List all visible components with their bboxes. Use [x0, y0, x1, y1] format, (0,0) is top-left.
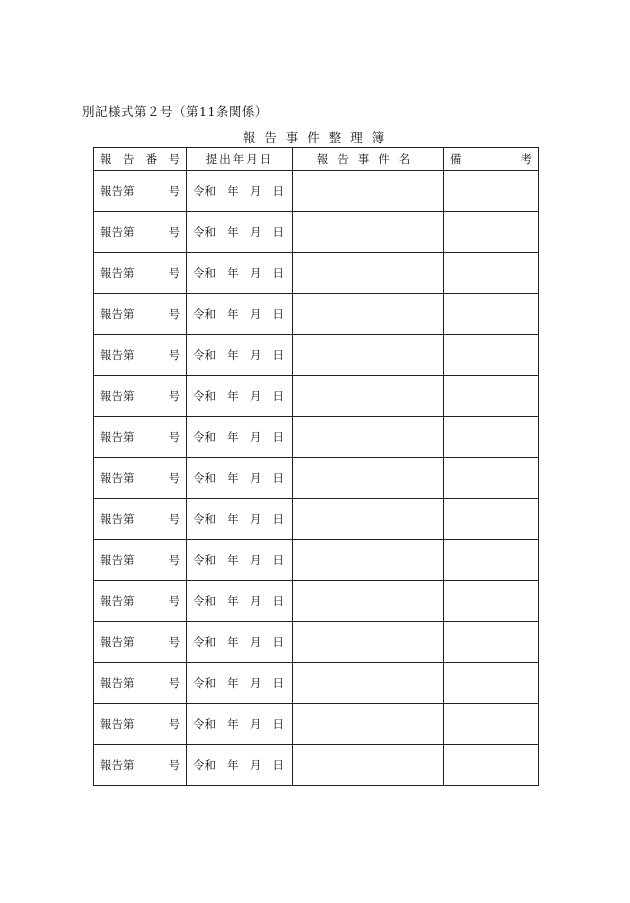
- year-label: 年: [227, 225, 239, 239]
- remarks-cell[interactable]: [444, 704, 539, 745]
- header-remarks: 備考: [444, 148, 539, 171]
- report-item-cell[interactable]: [293, 294, 444, 335]
- month-label: 月: [249, 717, 262, 731]
- report-number-cell[interactable]: [94, 376, 187, 417]
- year-label: 年: [227, 184, 239, 198]
- year-label: 年: [227, 307, 239, 321]
- report-item-cell[interactable]: [293, 540, 444, 581]
- submission-date-cell[interactable]: [187, 540, 293, 581]
- table-row: [94, 581, 539, 622]
- era-label: 令和: [193, 594, 216, 608]
- submission-date-cell[interactable]: [187, 581, 293, 622]
- month-label: 月: [249, 758, 262, 772]
- month-label: 月: [249, 635, 262, 649]
- report-number-cell[interactable]: [94, 663, 187, 704]
- report-number-cell[interactable]: [94, 745, 187, 786]
- day-label: 日: [272, 389, 284, 403]
- month-label: 月: [249, 266, 262, 280]
- report-number-cell[interactable]: [94, 212, 187, 253]
- submission-date-cell[interactable]: [187, 458, 293, 499]
- remarks-cell[interactable]: [444, 294, 539, 335]
- report-number-cell[interactable]: [94, 581, 187, 622]
- report-number-prefix: 報告第: [100, 758, 135, 772]
- year-label: 年: [227, 717, 239, 731]
- report-number-cell[interactable]: [94, 458, 187, 499]
- report-number-suffix: 号: [168, 389, 180, 403]
- report-number-cell[interactable]: [94, 294, 187, 335]
- report-number-cell[interactable]: [94, 335, 187, 376]
- report-number-prefix: 報告第: [100, 676, 135, 690]
- report-register-table: [93, 147, 539, 786]
- report-number-prefix: 報告第: [100, 184, 135, 198]
- month-label: 月: [249, 307, 262, 321]
- table-row: [94, 499, 539, 540]
- report-number-suffix: 号: [168, 594, 180, 608]
- day-label: 日: [272, 266, 284, 280]
- month-label: 月: [249, 471, 262, 485]
- year-label: 年: [227, 553, 239, 567]
- submission-date-cell[interactable]: [187, 499, 293, 540]
- era-label: 令和: [193, 717, 216, 731]
- submission-date-cell[interactable]: [187, 171, 293, 212]
- era-label: 令和: [193, 635, 216, 649]
- remarks-cell[interactable]: [444, 499, 539, 540]
- month-label: 月: [249, 676, 262, 690]
- era-label: 令和: [193, 512, 216, 526]
- report-item-cell[interactable]: [293, 745, 444, 786]
- era-label: 令和: [193, 553, 216, 567]
- table-row: [94, 253, 539, 294]
- day-label: 日: [272, 184, 284, 198]
- report-number-prefix: 報告第: [100, 635, 135, 649]
- report-number-suffix: 号: [168, 184, 180, 198]
- report-number-suffix: 号: [168, 471, 180, 485]
- day-label: 日: [272, 512, 284, 526]
- table-row: [94, 540, 539, 581]
- era-label: 令和: [193, 389, 216, 403]
- table-row: [94, 704, 539, 745]
- report-number-suffix: 号: [168, 717, 180, 731]
- month-label: 月: [249, 594, 262, 608]
- report-number-cell[interactable]: [94, 704, 187, 745]
- year-label: 年: [227, 389, 239, 403]
- month-label: 月: [249, 225, 262, 239]
- report-number-suffix: 号: [168, 553, 180, 567]
- report-item-cell[interactable]: [293, 417, 444, 458]
- submission-date-cell[interactable]: [187, 253, 293, 294]
- report-item-cell[interactable]: [293, 458, 444, 499]
- era-label: 令和: [193, 471, 216, 485]
- report-number-prefix: 報告第: [100, 717, 135, 731]
- report-item-cell[interactable]: [293, 663, 444, 704]
- remarks-cell[interactable]: [444, 212, 539, 253]
- remarks-cell[interactable]: [444, 253, 539, 294]
- submission-date-cell[interactable]: [187, 622, 293, 663]
- report-item-cell[interactable]: [293, 622, 444, 663]
- year-label: 年: [227, 594, 239, 608]
- submission-date-cell[interactable]: [187, 212, 293, 253]
- header-submission-date: 提出年月日: [187, 148, 293, 171]
- day-label: 日: [272, 635, 284, 649]
- report-item-cell[interactable]: [293, 704, 444, 745]
- era-label: 令和: [193, 307, 216, 321]
- day-label: 日: [272, 717, 284, 731]
- report-number-prefix: 報告第: [100, 430, 135, 444]
- form-label: 別記様式第２号（第11条関係）: [82, 104, 268, 119]
- report-number-prefix: 報告第: [100, 307, 135, 321]
- header-report-item: 報告事件名: [293, 148, 444, 171]
- submission-date-cell[interactable]: [187, 663, 293, 704]
- era-label: 令和: [193, 430, 216, 444]
- submission-date-cell[interactable]: [187, 417, 293, 458]
- month-label: 月: [249, 184, 262, 198]
- report-number-suffix: 号: [168, 348, 180, 362]
- report-number-suffix: 号: [168, 307, 180, 321]
- table-row: [94, 663, 539, 704]
- year-label: 年: [227, 348, 239, 362]
- table-row: [94, 294, 539, 335]
- remarks-cell[interactable]: [444, 581, 539, 622]
- report-number-cell[interactable]: [94, 622, 187, 663]
- era-label: 令和: [193, 758, 216, 772]
- remarks-cell[interactable]: [444, 540, 539, 581]
- submission-date-cell[interactable]: [187, 704, 293, 745]
- report-number-cell[interactable]: [94, 171, 187, 212]
- year-label: 年: [227, 635, 239, 649]
- remarks-cell[interactable]: [444, 171, 539, 212]
- month-label: 月: [249, 348, 262, 362]
- report-number-prefix: 報告第: [100, 225, 135, 239]
- table-row: [94, 335, 539, 376]
- report-number-cell[interactable]: [94, 499, 187, 540]
- month-label: 月: [249, 512, 262, 526]
- remarks-cell[interactable]: [444, 458, 539, 499]
- report-number-suffix: 号: [168, 635, 180, 649]
- report-number-cell[interactable]: [94, 253, 187, 294]
- day-label: 日: [272, 430, 284, 444]
- era-label: 令和: [193, 676, 216, 690]
- report-number-prefix: 報告第: [100, 553, 135, 567]
- report-number-prefix: 報告第: [100, 266, 135, 280]
- remarks-cell[interactable]: [444, 622, 539, 663]
- day-label: 日: [272, 225, 284, 239]
- report-number-prefix: 報告第: [100, 471, 135, 485]
- day-label: 日: [272, 676, 284, 690]
- submission-date-cell[interactable]: [187, 376, 293, 417]
- submission-date-cell[interactable]: [187, 294, 293, 335]
- day-label: 日: [272, 594, 284, 608]
- day-label: 日: [272, 758, 284, 772]
- era-label: 令和: [193, 184, 216, 198]
- table-row: [94, 622, 539, 663]
- remarks-cell[interactable]: [444, 663, 539, 704]
- day-label: 日: [272, 348, 284, 362]
- report-number-cell[interactable]: [94, 540, 187, 581]
- report-item-cell[interactable]: [293, 212, 444, 253]
- table-row: [94, 212, 539, 253]
- month-label: 月: [249, 553, 262, 567]
- report-number-suffix: 号: [168, 225, 180, 239]
- table-row: [94, 417, 539, 458]
- remarks-cell[interactable]: [444, 335, 539, 376]
- header-row: [94, 148, 539, 171]
- document-title: 報告事件整理簿: [242, 130, 394, 145]
- report-item-cell[interactable]: [293, 335, 444, 376]
- table-row: [94, 458, 539, 499]
- month-label: 月: [249, 430, 262, 444]
- remarks-cell[interactable]: [444, 376, 539, 417]
- table-row: [94, 171, 539, 212]
- remarks-cell[interactable]: [444, 745, 539, 786]
- submission-date-cell[interactable]: [187, 335, 293, 376]
- day-label: 日: [272, 471, 284, 485]
- report-item-cell[interactable]: [293, 499, 444, 540]
- report-number-suffix: 号: [168, 266, 180, 280]
- day-label: 日: [272, 553, 284, 567]
- report-number-suffix: 号: [168, 676, 180, 690]
- year-label: 年: [227, 758, 239, 772]
- report-number-prefix: 報告第: [100, 512, 135, 526]
- era-label: 令和: [193, 348, 216, 362]
- day-label: 日: [272, 307, 284, 321]
- era-label: 令和: [193, 266, 216, 280]
- year-label: 年: [227, 266, 239, 280]
- report-item-cell[interactable]: [293, 376, 444, 417]
- table-row: [94, 745, 539, 786]
- era-label: 令和: [193, 225, 216, 239]
- remarks-cell[interactable]: [444, 417, 539, 458]
- report-number-suffix: 号: [168, 512, 180, 526]
- year-label: 年: [227, 430, 239, 444]
- report-item-cell[interactable]: [293, 253, 444, 294]
- register-rows: [94, 171, 539, 786]
- report-number-cell[interactable]: [94, 417, 187, 458]
- report-number-prefix: 報告第: [100, 389, 135, 403]
- year-label: 年: [227, 676, 239, 690]
- year-label: 年: [227, 471, 239, 485]
- report-item-cell[interactable]: [293, 171, 444, 212]
- report-number-suffix: 号: [168, 758, 180, 772]
- report-number-suffix: 号: [168, 430, 180, 444]
- report-number-prefix: 報告第: [100, 348, 135, 362]
- header-report-number: 報告番号: [94, 148, 187, 171]
- submission-date-cell[interactable]: [187, 745, 293, 786]
- report-item-cell[interactable]: [293, 581, 444, 622]
- year-label: 年: [227, 512, 239, 526]
- month-label: 月: [249, 389, 262, 403]
- report-number-prefix: 報告第: [100, 594, 135, 608]
- table-row: [94, 376, 539, 417]
